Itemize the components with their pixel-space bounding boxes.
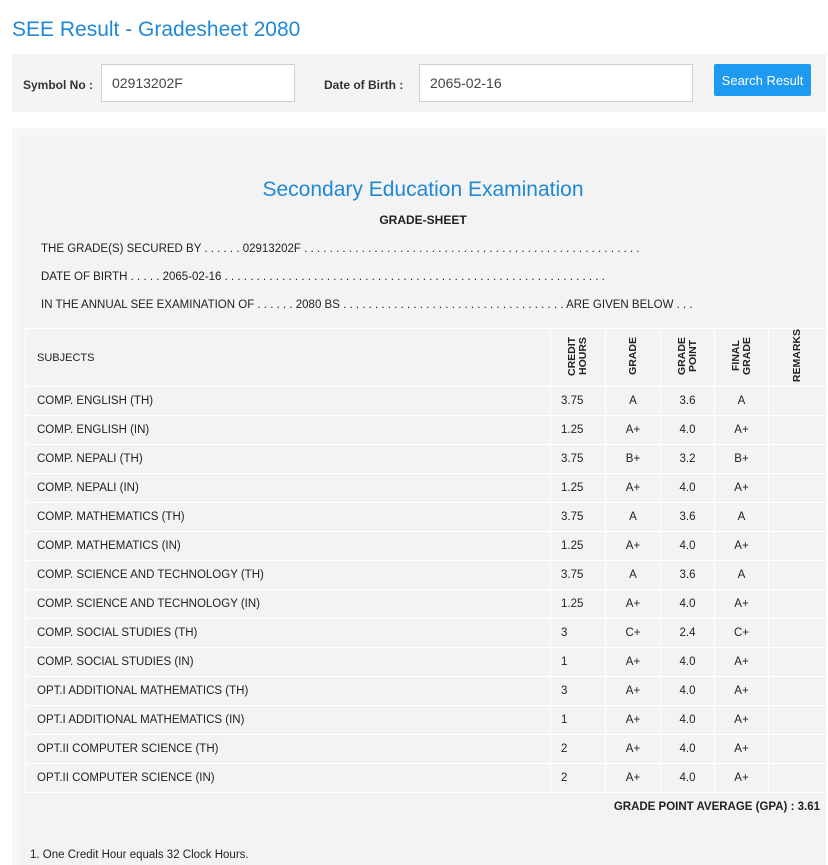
symbol-input[interactable] bbox=[101, 64, 295, 102]
final-grade-cell: A+ bbox=[715, 648, 769, 677]
subject-cell: COMP. SOCIAL STUDIES (IN) bbox=[26, 648, 551, 677]
final-grade-cell: A+ bbox=[715, 532, 769, 561]
subject-cell: COMP. SCIENCE AND TECHNOLOGY (TH) bbox=[26, 561, 551, 590]
grade-point-cell: 3.2 bbox=[661, 445, 715, 474]
secured-by-line: THE GRADE(S) SECURED BY . . . . . . 02913202F . . . . . . . . . . . . . . . . . . . . . . . . . . . . . . . . . . . . . . . . . . . . . . . . . . . . . bbox=[41, 243, 640, 255]
table-row bbox=[26, 590, 827, 619]
subject-cell: COMP. ENGLISH (TH) bbox=[26, 387, 551, 416]
remarks-cell bbox=[769, 619, 827, 648]
table-row bbox=[26, 677, 827, 706]
final-grade-cell: B+ bbox=[715, 445, 769, 474]
symbol-label: Symbol No : bbox=[23, 78, 94, 92]
subject-cell: COMP. SCIENCE AND TECHNOLOGY (IN) bbox=[26, 590, 551, 619]
final-grade-cell: A+ bbox=[715, 735, 769, 764]
credit-cell: 3.75 bbox=[551, 503, 606, 532]
table-header-row bbox=[26, 329, 827, 387]
subject-cell: OPT.I ADDITIONAL MATHEMATICS (IN) bbox=[26, 706, 551, 735]
grade-header: GRADE bbox=[606, 329, 661, 387]
dob-input[interactable] bbox=[419, 64, 693, 102]
exam-title: Secondary Education Examination bbox=[262, 178, 584, 201]
table-row bbox=[26, 532, 827, 561]
final-grade-cell: A+ bbox=[715, 416, 769, 445]
table-row bbox=[26, 503, 827, 532]
remarks-header: REMARKS bbox=[769, 329, 827, 387]
remarks-cell bbox=[769, 474, 827, 503]
grade-point-cell: 3.6 bbox=[661, 503, 715, 532]
table-row bbox=[26, 416, 827, 445]
remarks-cell bbox=[769, 764, 827, 793]
grade-cell: A bbox=[606, 387, 661, 416]
remarks-cell bbox=[769, 416, 827, 445]
table-row bbox=[26, 735, 827, 764]
grade-cell: B+ bbox=[606, 445, 661, 474]
grade-point-cell: 4.0 bbox=[661, 677, 715, 706]
subject-cell: COMP. MATHEMATICS (TH) bbox=[26, 503, 551, 532]
final-grade-cell: A+ bbox=[715, 764, 769, 793]
grade-point-cell: 4.0 bbox=[661, 764, 715, 793]
grade-cell: A+ bbox=[606, 706, 661, 735]
final-grade-cell: A+ bbox=[715, 706, 769, 735]
footnote: 1. One Credit Hour equals 32 Clock Hours. bbox=[30, 849, 249, 861]
final-grade-cell: A+ bbox=[715, 474, 769, 503]
final-grade-header: FINAL GRADE bbox=[715, 329, 769, 387]
grades-table bbox=[25, 328, 827, 793]
credit-cell: 3 bbox=[551, 677, 606, 706]
gradesheet-heading: GRADE-SHEET bbox=[379, 213, 467, 227]
final-grade-cell: A+ bbox=[715, 677, 769, 706]
grade-cell: A bbox=[606, 561, 661, 590]
grade-cell: A+ bbox=[606, 677, 661, 706]
table-row bbox=[26, 619, 827, 648]
table-row bbox=[26, 706, 827, 735]
subjects-header: SUBJECTS bbox=[26, 329, 551, 387]
gradesheet bbox=[20, 136, 826, 865]
grade-cell: A+ bbox=[606, 764, 661, 793]
grade-point-header: GRADE POINT bbox=[661, 329, 715, 387]
final-grade-cell: C+ bbox=[715, 619, 769, 648]
subject-cell: OPT.I ADDITIONAL MATHEMATICS (TH) bbox=[26, 677, 551, 706]
grade-cell: A+ bbox=[606, 648, 661, 677]
grade-point-cell: 4.0 bbox=[661, 474, 715, 503]
table-row bbox=[26, 387, 827, 416]
credit-cell: 3.75 bbox=[551, 445, 606, 474]
gpa-text: GRADE POINT AVERAGE (GPA) : 3.61 bbox=[613, 801, 820, 813]
grade-cell: C+ bbox=[606, 619, 661, 648]
credit-cell: 1.25 bbox=[551, 532, 606, 561]
credit-cell: 1.25 bbox=[551, 416, 606, 445]
grade-point-cell: 4.0 bbox=[661, 590, 715, 619]
remarks-cell bbox=[769, 677, 827, 706]
grade-cell: A bbox=[606, 503, 661, 532]
remarks-cell bbox=[769, 445, 827, 474]
dob-label: Date of Birth : bbox=[324, 78, 404, 92]
page-title: SEE Result - Gradesheet 2080 bbox=[12, 18, 301, 41]
credit-cell: 3.75 bbox=[551, 561, 606, 590]
table-row bbox=[26, 474, 827, 503]
remarks-cell bbox=[769, 735, 827, 764]
table-row bbox=[26, 764, 827, 793]
table-row bbox=[26, 648, 827, 677]
grade-cell: A+ bbox=[606, 735, 661, 764]
grade-cell: A+ bbox=[606, 474, 661, 503]
remarks-cell bbox=[769, 532, 827, 561]
grade-point-cell: 2.4 bbox=[661, 619, 715, 648]
final-grade-cell: A bbox=[715, 387, 769, 416]
credit-cell: 2 bbox=[551, 735, 606, 764]
credit-cell: 1 bbox=[551, 648, 606, 677]
grade-point-cell: 4.0 bbox=[661, 648, 715, 677]
search-result-button[interactable]: Search Result bbox=[714, 64, 811, 96]
grade-point-cell: 4.0 bbox=[661, 532, 715, 561]
table-row bbox=[26, 561, 827, 590]
subject-cell: OPT.II COMPUTER SCIENCE (IN) bbox=[26, 764, 551, 793]
search-form bbox=[12, 54, 826, 112]
grade-cell: A+ bbox=[606, 416, 661, 445]
remarks-cell bbox=[769, 590, 827, 619]
remarks-cell bbox=[769, 706, 827, 735]
grade-point-cell: 4.0 bbox=[661, 706, 715, 735]
grade-point-cell: 4.0 bbox=[661, 735, 715, 764]
table-row bbox=[26, 445, 827, 474]
remarks-cell bbox=[769, 503, 827, 532]
exam-line: IN THE ANNUAL SEE EXAMINATION OF . . . . . . 2080 BS . . . . . . . . . . . . . . . . . . . . . . . . . . . . . . . . . . . ARE GIVEN BELOW . . . bbox=[41, 299, 693, 311]
grade-cell: A+ bbox=[606, 532, 661, 561]
remarks-cell bbox=[769, 561, 827, 590]
subject-cell: COMP. MATHEMATICS (IN) bbox=[26, 532, 551, 561]
final-grade-cell: A bbox=[715, 561, 769, 590]
gradesheet-panel bbox=[12, 128, 826, 865]
grade-cell: A+ bbox=[606, 590, 661, 619]
subject-cell: COMP. SOCIAL STUDIES (TH) bbox=[26, 619, 551, 648]
final-grade-cell: A bbox=[715, 503, 769, 532]
credit-cell: 1 bbox=[551, 706, 606, 735]
grade-point-cell: 4.0 bbox=[661, 416, 715, 445]
credit-cell: 1.25 bbox=[551, 474, 606, 503]
grade-point-cell: 3.6 bbox=[661, 387, 715, 416]
dob-line: DATE OF BIRTH . . . . . 2065-02-16 . . . . . . . . . . . . . . . . . . . . . . . . . . . . . . . . . . . . . . . . . . . . . . . . . . . . . . . . . . . . bbox=[41, 271, 605, 283]
subject-cell: COMP. ENGLISH (IN) bbox=[26, 416, 551, 445]
grade-point-cell: 3.6 bbox=[661, 561, 715, 590]
remarks-cell bbox=[769, 648, 827, 677]
credit-cell: 3.75 bbox=[551, 387, 606, 416]
credit-cell: 1.25 bbox=[551, 590, 606, 619]
subject-cell: COMP. NEPALI (IN) bbox=[26, 474, 551, 503]
credit-hours-header: CREDIT HOURS bbox=[551, 329, 606, 387]
remarks-cell bbox=[769, 387, 827, 416]
subject-cell: COMP. NEPALI (TH) bbox=[26, 445, 551, 474]
credit-cell: 2 bbox=[551, 764, 606, 793]
subject-cell: OPT.II COMPUTER SCIENCE (TH) bbox=[26, 735, 551, 764]
credit-cell: 3 bbox=[551, 619, 606, 648]
final-grade-cell: A+ bbox=[715, 590, 769, 619]
